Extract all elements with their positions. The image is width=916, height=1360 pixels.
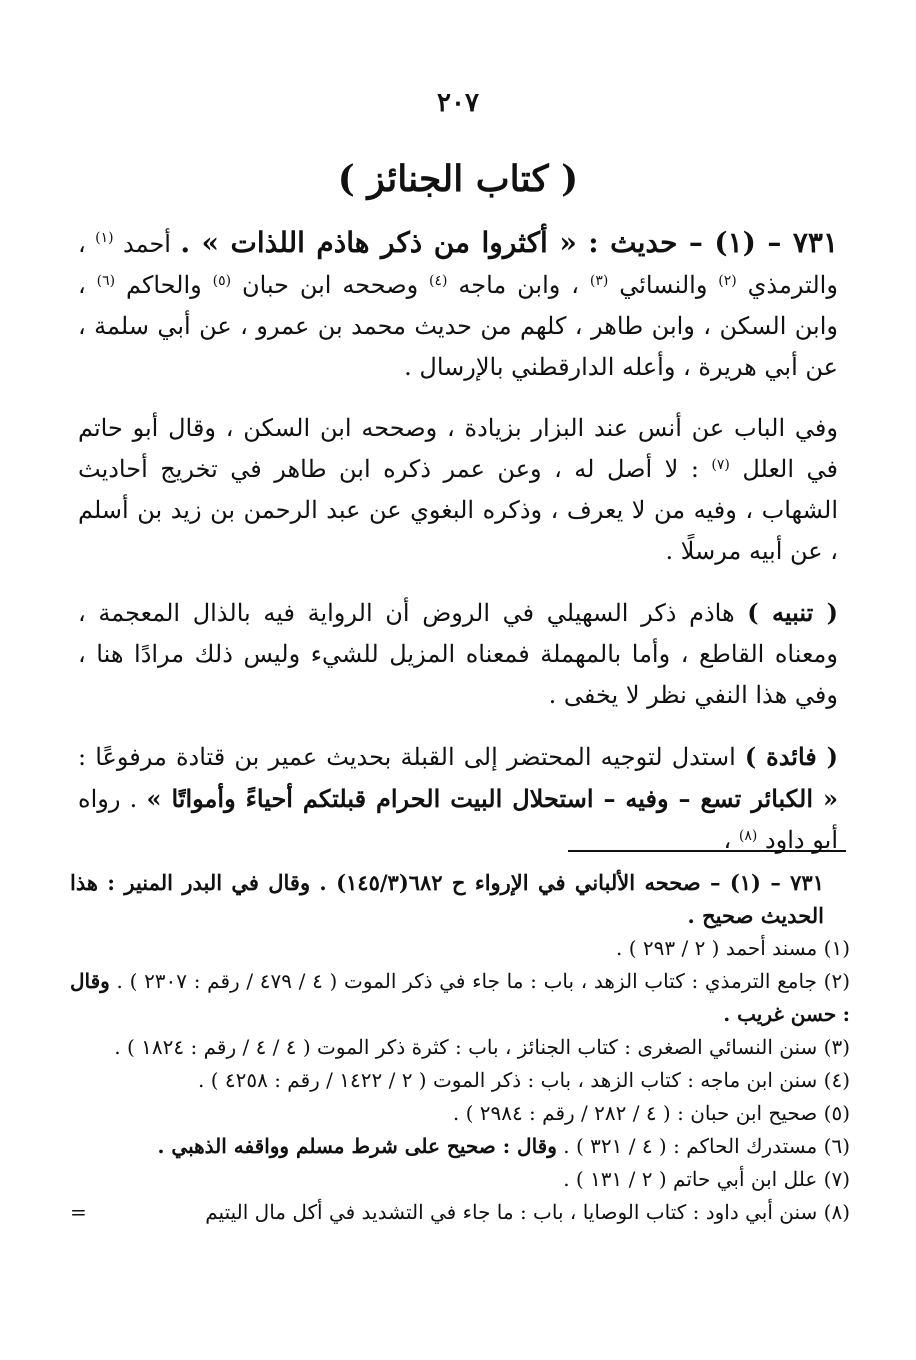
footnote-8-text: (٨) سنن أبي داود : كتاب الوصايا ، باب : ما جاء في التشديد في أكل مال اليتيم xyxy=(205,1200,850,1224)
footnote-2 xyxy=(70,965,850,1031)
footnote-7: (٧) علل ابن أبي حاتم ( ٢ / ١٣١ ) . xyxy=(563,1167,850,1191)
footnote-main: ٧٣١ – (١) – صححه الألباني في الإرواء ح ٦٨٢(١٤٥/٣) . وقال في البدر المنير : هذا الحديث صحيح . xyxy=(70,870,824,928)
entry-text: والنسائي xyxy=(619,271,708,299)
footnote-2-text: (٢) جامع الترمذي : كتاب الزهد ، باب : ما جاء في ذكر الموت ( ٤ / ٤٧٩ / رقم : ٢٣٠٧ ) . xyxy=(116,969,851,993)
footnote-2-said: وقال : xyxy=(70,969,850,1026)
para-text: هاذم ذكر السهيلي في الروض أن الرواية فيه بالذال المعجمة ، ومعناه القاطع ، وأما بالمهملة فمعناه المزيل للشيء وليس ذلك مرادًا هنا ، وفي هذا النفي نظر لا يخفى . xyxy=(78,599,838,709)
footnote-marker[interactable]: (١) xyxy=(95,230,114,246)
entry-text: والحاكم xyxy=(125,271,202,299)
para-text: وفي الباب عن أنس عند البزار بزيادة ، وصححه ابن السكن ، وقال أبو حاتم في العلل xyxy=(78,414,838,483)
entry-text: أحمد xyxy=(122,230,171,258)
hadith-quote: « الكبائر تسع – وفيه – استحلال البيت الحرام قبلتكم أحياءً وأمواتًا » xyxy=(146,784,838,813)
hadith-entry xyxy=(78,222,838,388)
note-label: ( تنبيه ) xyxy=(747,598,838,627)
footnote-marker[interactable]: (٨) xyxy=(738,828,758,844)
footnote-6-text: (٦) مستدرك الحاكم : ( ٤ / ٣٢١ ) . xyxy=(563,1134,850,1158)
paragraph-note xyxy=(78,592,838,716)
footnote-marker[interactable]: (٥) xyxy=(212,273,232,289)
para-text: ، xyxy=(723,826,732,854)
entry-text: ، وابن ماجه xyxy=(458,271,579,299)
footnote-marker[interactable]: (٣) xyxy=(589,273,609,289)
footnote-marker[interactable]: (٦) xyxy=(96,273,116,289)
footnote-separator xyxy=(568,850,846,852)
footnote-marker[interactable]: (٤) xyxy=(429,273,448,289)
entry-lead: ٧٣١ – (١) – حديث : « أكثروا من ذكر هاذم اللذات » . xyxy=(180,226,839,259)
footnote-6-grade: وقال : صحيح على شرط مسلم وواقفه الذهبي . xyxy=(157,1134,557,1158)
footnote-3: (٣) سنن النسائي الصغرى : كتاب الجنائز ، باب : كثرة ذكر الموت ( ٤ / ٤ / رقم : ١٨٢٤ ) . xyxy=(114,1035,850,1059)
para-text: استدل لتوجيه المحتضر إلى القبلة بحديث عمير بن قتادة مرفوعًا : xyxy=(78,743,736,771)
page-number: ٢٠٧ xyxy=(437,88,479,118)
benefit-label: ( فائدة ) xyxy=(744,742,838,771)
footnote-1: (١) مسند أحمد ( ٢ / ٢٩٣ ) . xyxy=(616,936,850,960)
chapter-title: ( كتاب الجنائز ) xyxy=(337,158,579,200)
footnote-6 xyxy=(70,1130,850,1163)
footnote-marker[interactable]: (٢) xyxy=(718,273,737,289)
footnote-marker[interactable]: (٧) xyxy=(711,457,730,473)
para-text: . رواه أبو داود xyxy=(78,785,838,854)
footnote-4: (٤) سنن ابن ماجه : كتاب الزهد ، باب : ذكر الموت ( ٢ / ١٤٢٢ / رقم : ٤٢٥٨ ) . xyxy=(198,1068,850,1092)
entry-text: ، والترمذي xyxy=(78,230,838,299)
continuation-mark: = xyxy=(70,1200,87,1224)
paragraph-benefit xyxy=(78,736,838,861)
paragraph-2 xyxy=(78,408,838,572)
para-text: : لا أصل له ، وعن عمر ذكره ابن طاهر في تخريج أحاديث الشهاب ، وفيه من لا يعرف ، وذكره البغوي عن عبد الرحمن بن زيد بن أسلم ، عن أبيه مرسلًا . xyxy=(78,455,838,565)
entry-text: ، وابن السكن ، وابن طاهر ، كلهم من حديث محمد بن عمرو ، عن أبي سلمة ، عن أبي هريرة ، وأعله الدارقطني بالإرسال . xyxy=(78,271,838,381)
main-text xyxy=(78,222,838,881)
footnote-8 xyxy=(70,1196,850,1229)
entry-text: وصححه ابن حبان xyxy=(241,271,419,299)
footnote-2-grade: حسن غريب . xyxy=(723,1002,837,1026)
footnote-5: (٥) صحيح ابن حبان : ( ٤ / ٢٨٢ / رقم : ٢٩٨٤ ) . xyxy=(452,1101,850,1125)
footnotes xyxy=(70,866,850,1229)
